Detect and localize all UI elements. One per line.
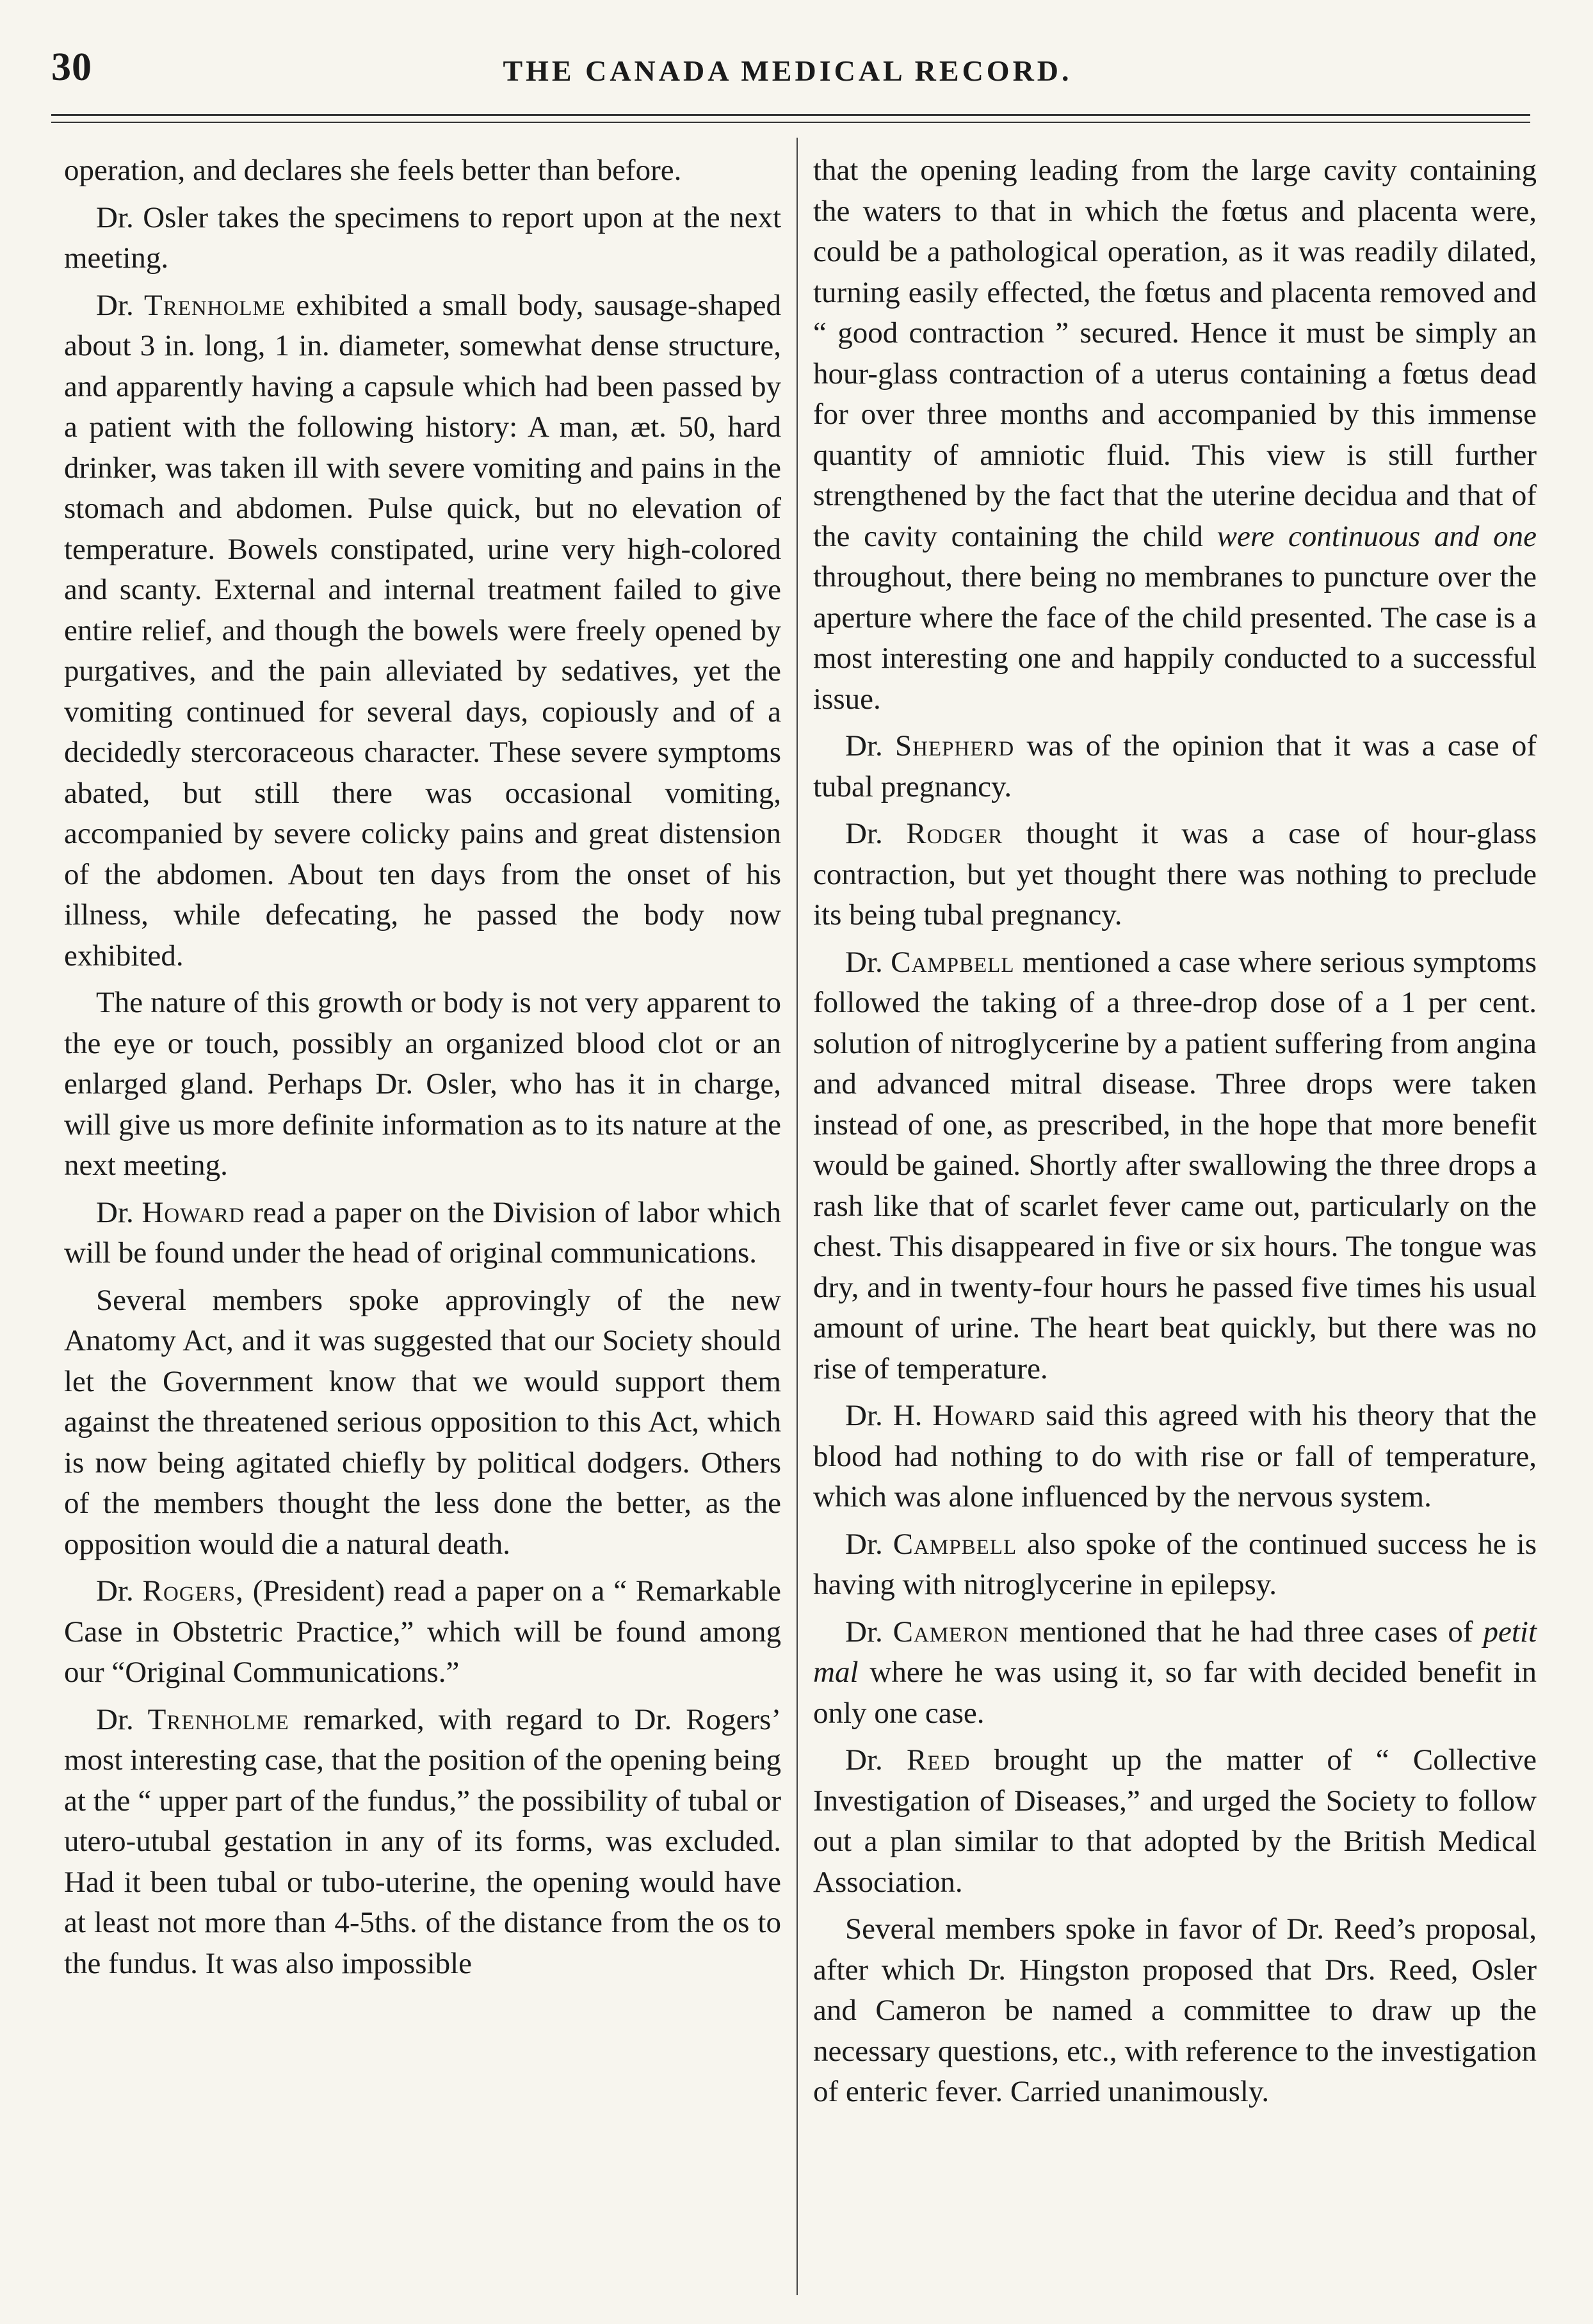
paragraph xyxy=(813,1396,1537,1518)
paragraph xyxy=(813,1740,1537,1903)
paragraph-text: brought up the matter of “ Collective Investigation of Diseases,” and urged the Society to follow out a plan similar to that adopted by the British Medical Association. xyxy=(813,1743,1537,1899)
right-column xyxy=(813,150,1537,2119)
page-number: 30 xyxy=(51,45,92,89)
speaker-prefix: Dr. xyxy=(96,1574,134,1608)
paragraph-text: throughout, there being no membranes to puncture over the aperture where the face of the child presented. The case is a most interesting one and happily conducted to a successful issue. xyxy=(813,560,1537,716)
header-rule-top xyxy=(51,114,1530,116)
paragraph xyxy=(64,1193,781,1274)
paragraph-text: where he was using it, so far with decided benefit in only one case. xyxy=(813,1656,1537,1730)
column-divider xyxy=(796,138,798,2295)
italic-text: were continuous and one xyxy=(1217,519,1537,553)
speaker-name: Howard xyxy=(142,1195,245,1229)
paragraph: Dr. Osler takes the specimens to report upon at the next meeting. xyxy=(64,200,781,275)
speaker-name: Trenholme xyxy=(144,288,286,322)
speaker-name: Howard xyxy=(932,1399,1036,1432)
speaker-prefix: Dr. xyxy=(845,1615,883,1649)
paragraph-text: exhibited a small body, sausage-shaped about 3 in. long, 1 in. diameter, somewhat dense structure, and apparently having a capsule which had been passed by a patient with the following history: A man, æt. 50, hard drinker, was taken ill with severe vomiting and pains in the stomach and abdomen. Pulse quick, but no elevation of temperature. Bowels constipated, urine very high-colored and scanty. External and internal treatment failed to give entire relief, and though the bowels were freely opened by purgatives, and the pain alleviated by sedatives, yet the vomiting continued for several days, copiously and of a decidedly stercoraceous character. These severe symptoms abated, but still there was occasional vomiting, accompanied by severe colicky pains and great distension of the abdomen. About ten days from the onset of his illness, while defecating, he passed the body now exhibited. xyxy=(64,288,782,972)
paragraph-text: mentioned that he had three cases of xyxy=(1019,1615,1473,1649)
speaker-name: Trenholme xyxy=(147,1702,289,1736)
paragraph-text: that the opening leading from the large cavity containing the waters to that in which the fœtus and placenta were, could be a pathological operation, as it was readily dilated, turning easily effected, the fœtus and placenta removed and “ good contraction ” secured. Hence it must be simply an hour-glass contraction of a uterus containing a fœtus dead for over three months and accompanied by this immense quantity of amniotic fluid. This view is still further strengthened by the fact that the uterine decidua and that of the cavity containing the child xyxy=(813,154,1537,553)
speaker-prefix: Dr. xyxy=(845,817,883,850)
speaker-name: Campbell xyxy=(891,945,1015,979)
paragraph: operation, and declares she feels better than before. xyxy=(64,154,682,187)
italic-text: petit mal xyxy=(813,1615,1537,1689)
paragraph-text: mentioned a case where serious symptoms followed the taking of a three-drop dose of a 1 per cent. solution of nitroglycerine by a patient suffering from angina and advanced mitral disease. Three drops were taken instead of one, as prescribed, in the hope that more benefit would be gained. Shortly after swallowing the three drops a rash like that of scarlet fever came out, particularly on the chest. This disappeared in five or six hours. The tongue was dry, and in twenty-four hours he passed five times his usual amount of urine. The heart beat quickly, but there was no rise of temperature. xyxy=(813,945,1537,1385)
running-title: THE CANADA MEDICAL RECORD. xyxy=(503,54,1072,87)
paragraph-text: was of the opinion that it was a case of tubal pregnancy. xyxy=(813,729,1537,803)
paragraph xyxy=(813,814,1537,936)
paragraph-text: read a paper on the Division of labor which will be found under the head of original communications. xyxy=(64,1195,782,1270)
speaker-prefix: Dr. xyxy=(845,729,883,763)
speaker-name: Rodger xyxy=(906,817,1003,850)
paragraph-text: said this agreed with his theory that the blood had nothing to do with rise or fall of temperature, which was alone influenced by the nervous system. xyxy=(813,1399,1537,1513)
speaker-prefix: Dr. xyxy=(845,1743,883,1777)
paragraph xyxy=(813,1524,1537,1606)
paragraph-text: also spoke of the continued success he is having with nitroglycerine in epilepsy. xyxy=(813,1527,1537,1601)
paragraph-text: (President) read a paper on a “ Remarkable Case in Obstetric Practice,” which will be found among our “Original Communications.” xyxy=(64,1574,781,1689)
speaker-name: Reed xyxy=(907,1743,971,1777)
paragraph-text: remarked, with regard to Dr. Rogers’ most interesting case, that the position of the opening being at the “ upper part of the fundus,” the possibility of tubal or utero-utubal gestation in any of its forms, was excluded. Had it been tubal or tubo-uterine, the opening would have at least not more than 4-5ths. of the distance from the os to the fundus. It was also impossible xyxy=(64,1702,782,1980)
paragraph xyxy=(813,150,1537,720)
speaker-prefix: Dr. xyxy=(96,288,134,322)
paragraph xyxy=(64,1571,781,1693)
speaker-name: Cameron xyxy=(893,1615,1009,1649)
speaker-name: Campbell xyxy=(893,1527,1017,1561)
speaker-name: Rogers, xyxy=(142,1574,244,1608)
speaker-prefix: Dr. H. xyxy=(845,1399,923,1432)
paragraph: Several members spoke approvingly of the new Anatomy Act, and it was suggested that our Society should let the Government know that we would support them against the threatened serious opposition to this Act, which is now being agitated chiefly by political dodgers. Others of the members thought the less done the better, as the opposition would die a natural death. xyxy=(64,1283,781,1561)
speaker-prefix: Dr. xyxy=(96,1702,134,1736)
paragraph xyxy=(64,286,781,977)
paragraph xyxy=(64,1700,781,1985)
paragraph: Several members spoke in favor of Dr. Reed’s proposal, after which Dr. Hingston proposed that Drs. Reed, Osler and Cameron be named a committee to draw up the necessary questions, etc., with reference to the investigation of enteric fever. Carried unanimously. xyxy=(813,1912,1537,2108)
speaker-name: Shepherd xyxy=(894,729,1015,763)
page-header xyxy=(51,45,1524,102)
speaker-prefix: Dr. xyxy=(96,1195,134,1229)
paragraph-text: thought it was a case of hour-glass contraction, but yet thought there was nothing to preclude its being tubal pregnancy. xyxy=(813,817,1537,932)
speaker-prefix: Dr. xyxy=(845,1527,883,1561)
header-rule-bottom xyxy=(51,122,1530,123)
paragraph: The nature of this growth or body is not very apparent to the eye or touch, possibly an organized blood clot or an enlarged gland. Perhaps Dr. Osler, who has it in charge, will give us more definite information as to its nature at the next meeting. xyxy=(64,986,781,1182)
paragraph xyxy=(813,942,1537,1390)
paragraph xyxy=(813,726,1537,807)
speaker-prefix: Dr. xyxy=(845,945,883,979)
left-column xyxy=(64,150,781,1990)
paragraph xyxy=(813,1612,1537,1734)
